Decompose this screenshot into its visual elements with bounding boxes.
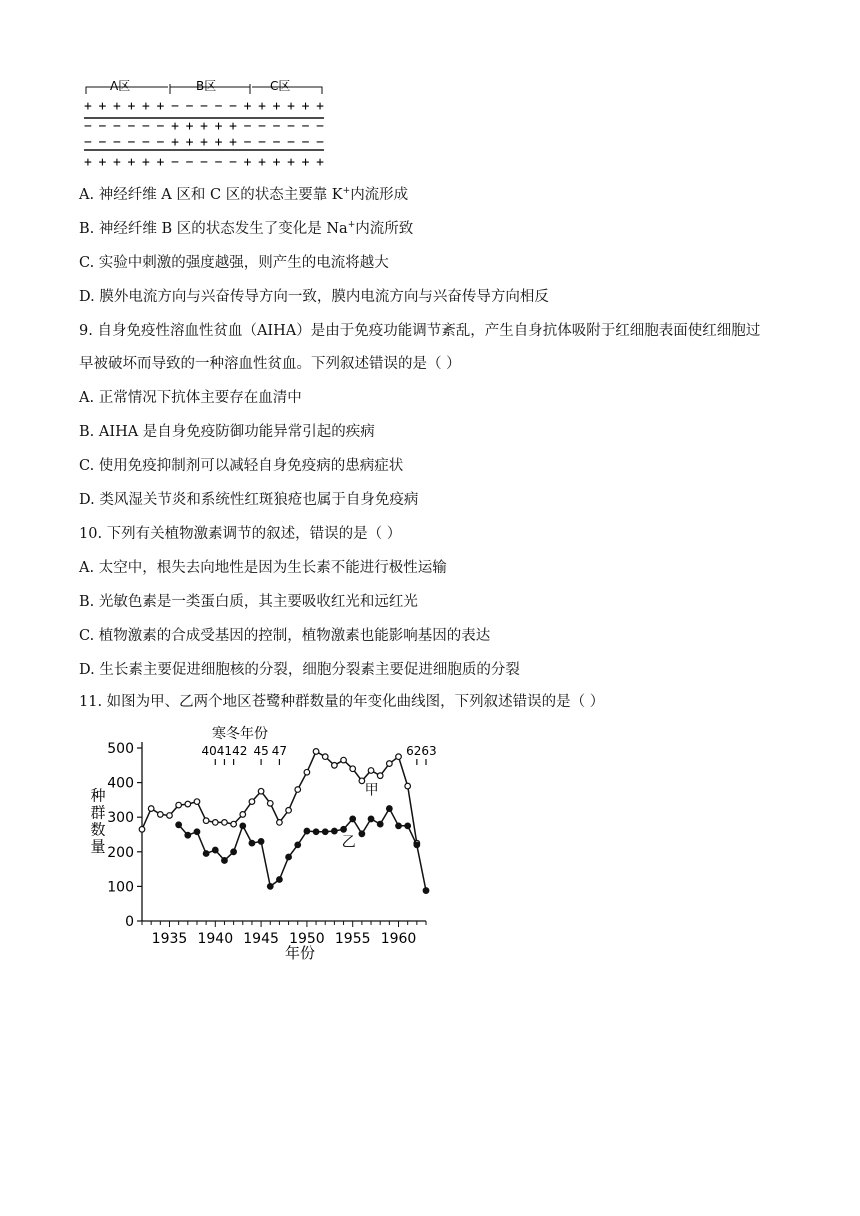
series-point-2: [414, 842, 420, 848]
series-point-1: [240, 812, 246, 818]
charge-row-4: + + + + + + − − − − − + + + + + +: [84, 155, 324, 170]
series-point-2: [176, 822, 182, 828]
series-point-1: [341, 757, 347, 763]
series-point-1: [286, 807, 292, 813]
series-point-1: [139, 827, 145, 833]
series-point-1: [203, 818, 209, 824]
y-tick-label: 0: [125, 914, 134, 930]
series-point-1: [267, 801, 273, 807]
series-point-1: [148, 806, 154, 812]
series-point-1: [158, 812, 164, 818]
series-point-1: [405, 783, 411, 789]
y-tick-label: 300: [107, 810, 134, 827]
series-point-2: [277, 877, 283, 883]
series-point-2: [396, 823, 402, 829]
series-label-1: 甲: [364, 782, 379, 799]
q9-stem-line2: 早被破坏而导致的一种溶血性贫血。下列叙述错误的是（ ）: [79, 356, 461, 372]
q10-stem: 10. 下列有关植物激素调节的叙述，错误的是（ ）: [79, 526, 402, 542]
series-point-1: [258, 788, 264, 794]
series-point-1: [185, 801, 191, 807]
series-point-2: [332, 828, 338, 834]
y-tick-label: 100: [107, 879, 134, 896]
y-tick-label: 500: [107, 741, 134, 757]
q8-option-d: D. 膜外电流方向与兴奋传导方向一致，膜内电流方向与兴奋传导方向相反: [79, 289, 549, 305]
series-point-1: [231, 821, 237, 827]
zone-label-a: A区: [110, 79, 131, 93]
q9-option-a: A. 正常情况下抗体主要存在血清中: [79, 390, 302, 406]
q9-option-d: D. 类风湿关节炎和系统性红斑狼疮也属于自身免疫病: [79, 492, 419, 508]
series-point-1: [167, 813, 173, 819]
cold-winter-year-label: 404142: [201, 744, 248, 758]
chart-axes: [107, 741, 436, 947]
series-point-1: [212, 820, 218, 826]
charge-row-1: + + + + + + − − − − − + + + + + +: [84, 99, 324, 114]
series-point-2: [267, 884, 273, 890]
series-point-1: [332, 763, 338, 769]
y-tick-label: 200: [107, 844, 134, 861]
x-axis-label: 年份: [284, 944, 316, 962]
q10-option-b: B. 光敏色素是一类蛋白质，其主要吸收红光和远红光: [79, 594, 418, 610]
series-point-2: [341, 827, 347, 833]
series-point-2: [295, 842, 301, 848]
series-point-1: [194, 799, 200, 805]
charge-row-3: − − − − − − + + + + + − − − − − −: [84, 135, 324, 150]
q9-option-b: B. AIHA 是自身免疫防御功能异常引起的疾病: [79, 424, 375, 440]
series-point-2: [249, 840, 255, 846]
cold-winter-year-label: 45: [253, 744, 269, 758]
series-point-2: [387, 806, 393, 812]
q8-option-b: B. 神经纤维 B 区的状态发生了变化是 Na+内流所致: [79, 220, 414, 237]
series-point-1: [368, 768, 374, 774]
series-point-2: [405, 823, 411, 829]
series-point-2: [203, 851, 209, 857]
zone-label-c: C区: [270, 79, 291, 93]
series-point-2: [377, 821, 383, 827]
series-point-1: [377, 773, 383, 779]
population-line-chart: [84, 718, 444, 968]
series-point-2: [368, 816, 374, 822]
series-point-2: [185, 832, 191, 838]
series-point-2: [423, 888, 429, 894]
y-axis-label: 种群数量: [90, 786, 106, 856]
cold-winter-year-label: 47: [271, 744, 288, 758]
series-point-1: [387, 761, 393, 767]
series-point-2: [231, 849, 237, 855]
x-tick-label: 1960: [380, 931, 417, 947]
series-point-1: [313, 749, 319, 755]
series-point-1: [176, 802, 182, 808]
series-point-1: [277, 820, 283, 826]
q8-option-c: C. 实验中刺激的强度越强，则产生的电流将越大: [79, 255, 389, 271]
x-tick-label: 1955: [334, 931, 371, 947]
series-point-2: [222, 858, 228, 864]
series-point-1: [304, 769, 310, 775]
series-point-2: [313, 829, 319, 835]
q9-option-c: C. 使用免疫抑制剂可以减轻自身免疫病的患病症状: [79, 458, 404, 474]
series-point-2: [194, 829, 200, 835]
series-point-1: [249, 799, 255, 805]
series-point-2: [359, 831, 365, 837]
q10-option-c: C. 植物激素的合成受基因的控制，植物激素也能影响基因的表达: [79, 628, 491, 644]
x-tick-label: 1935: [151, 931, 188, 947]
series-point-1: [222, 820, 228, 826]
series-point-2: [258, 839, 264, 845]
x-tick-label: 1950: [289, 931, 325, 947]
series-point-2: [286, 854, 292, 860]
cold-winter-label: 寒冬年份: [212, 726, 268, 742]
series-point-1: [350, 766, 356, 772]
series-point-1: [396, 754, 402, 760]
y-tick-label: 400: [107, 775, 134, 792]
q11-stem: 11. 如图为甲、乙两个地区苍鹭种群数量的年变化曲线图，下列叙述错误的是（ ）: [79, 694, 605, 710]
cold-winter-year-label: 6263: [406, 744, 437, 758]
series-point-2: [350, 816, 356, 822]
series-label-2: 乙: [341, 834, 356, 851]
x-tick-label: 1945: [243, 931, 279, 947]
zone-label-b: B区: [196, 79, 217, 93]
series-point-2: [304, 828, 310, 834]
nerve-fiber-charge-figure: [80, 76, 330, 174]
chart-series: [139, 749, 429, 894]
q8-option-a: A. 神经纤维 A 区和 C 区的状态主要靠 K+内流形成: [79, 186, 409, 203]
q9-stem-line1: 9. 自身免疫性溶血性贫血（AIHA）是由于免疫功能调节紊乱，产生自身抗体吸附于红细胞表面使红细胞过: [79, 323, 761, 339]
charge-row-2: − − − − − − + + + + + − − − − − −: [84, 119, 324, 134]
series-point-2: [322, 829, 328, 835]
q10-option-d: D. 生长素主要促进细胞核的分裂，细胞分裂素主要促进细胞质的分裂: [79, 662, 520, 678]
series-point-2: [240, 823, 246, 829]
series-point-1: [322, 754, 328, 760]
q10-option-a: A. 太空中，根失去向地性是因为生长素不能进行极性运输: [79, 560, 447, 576]
x-tick-label: 1940: [197, 931, 234, 947]
series-point-1: [295, 787, 301, 793]
series-point-2: [212, 847, 218, 853]
